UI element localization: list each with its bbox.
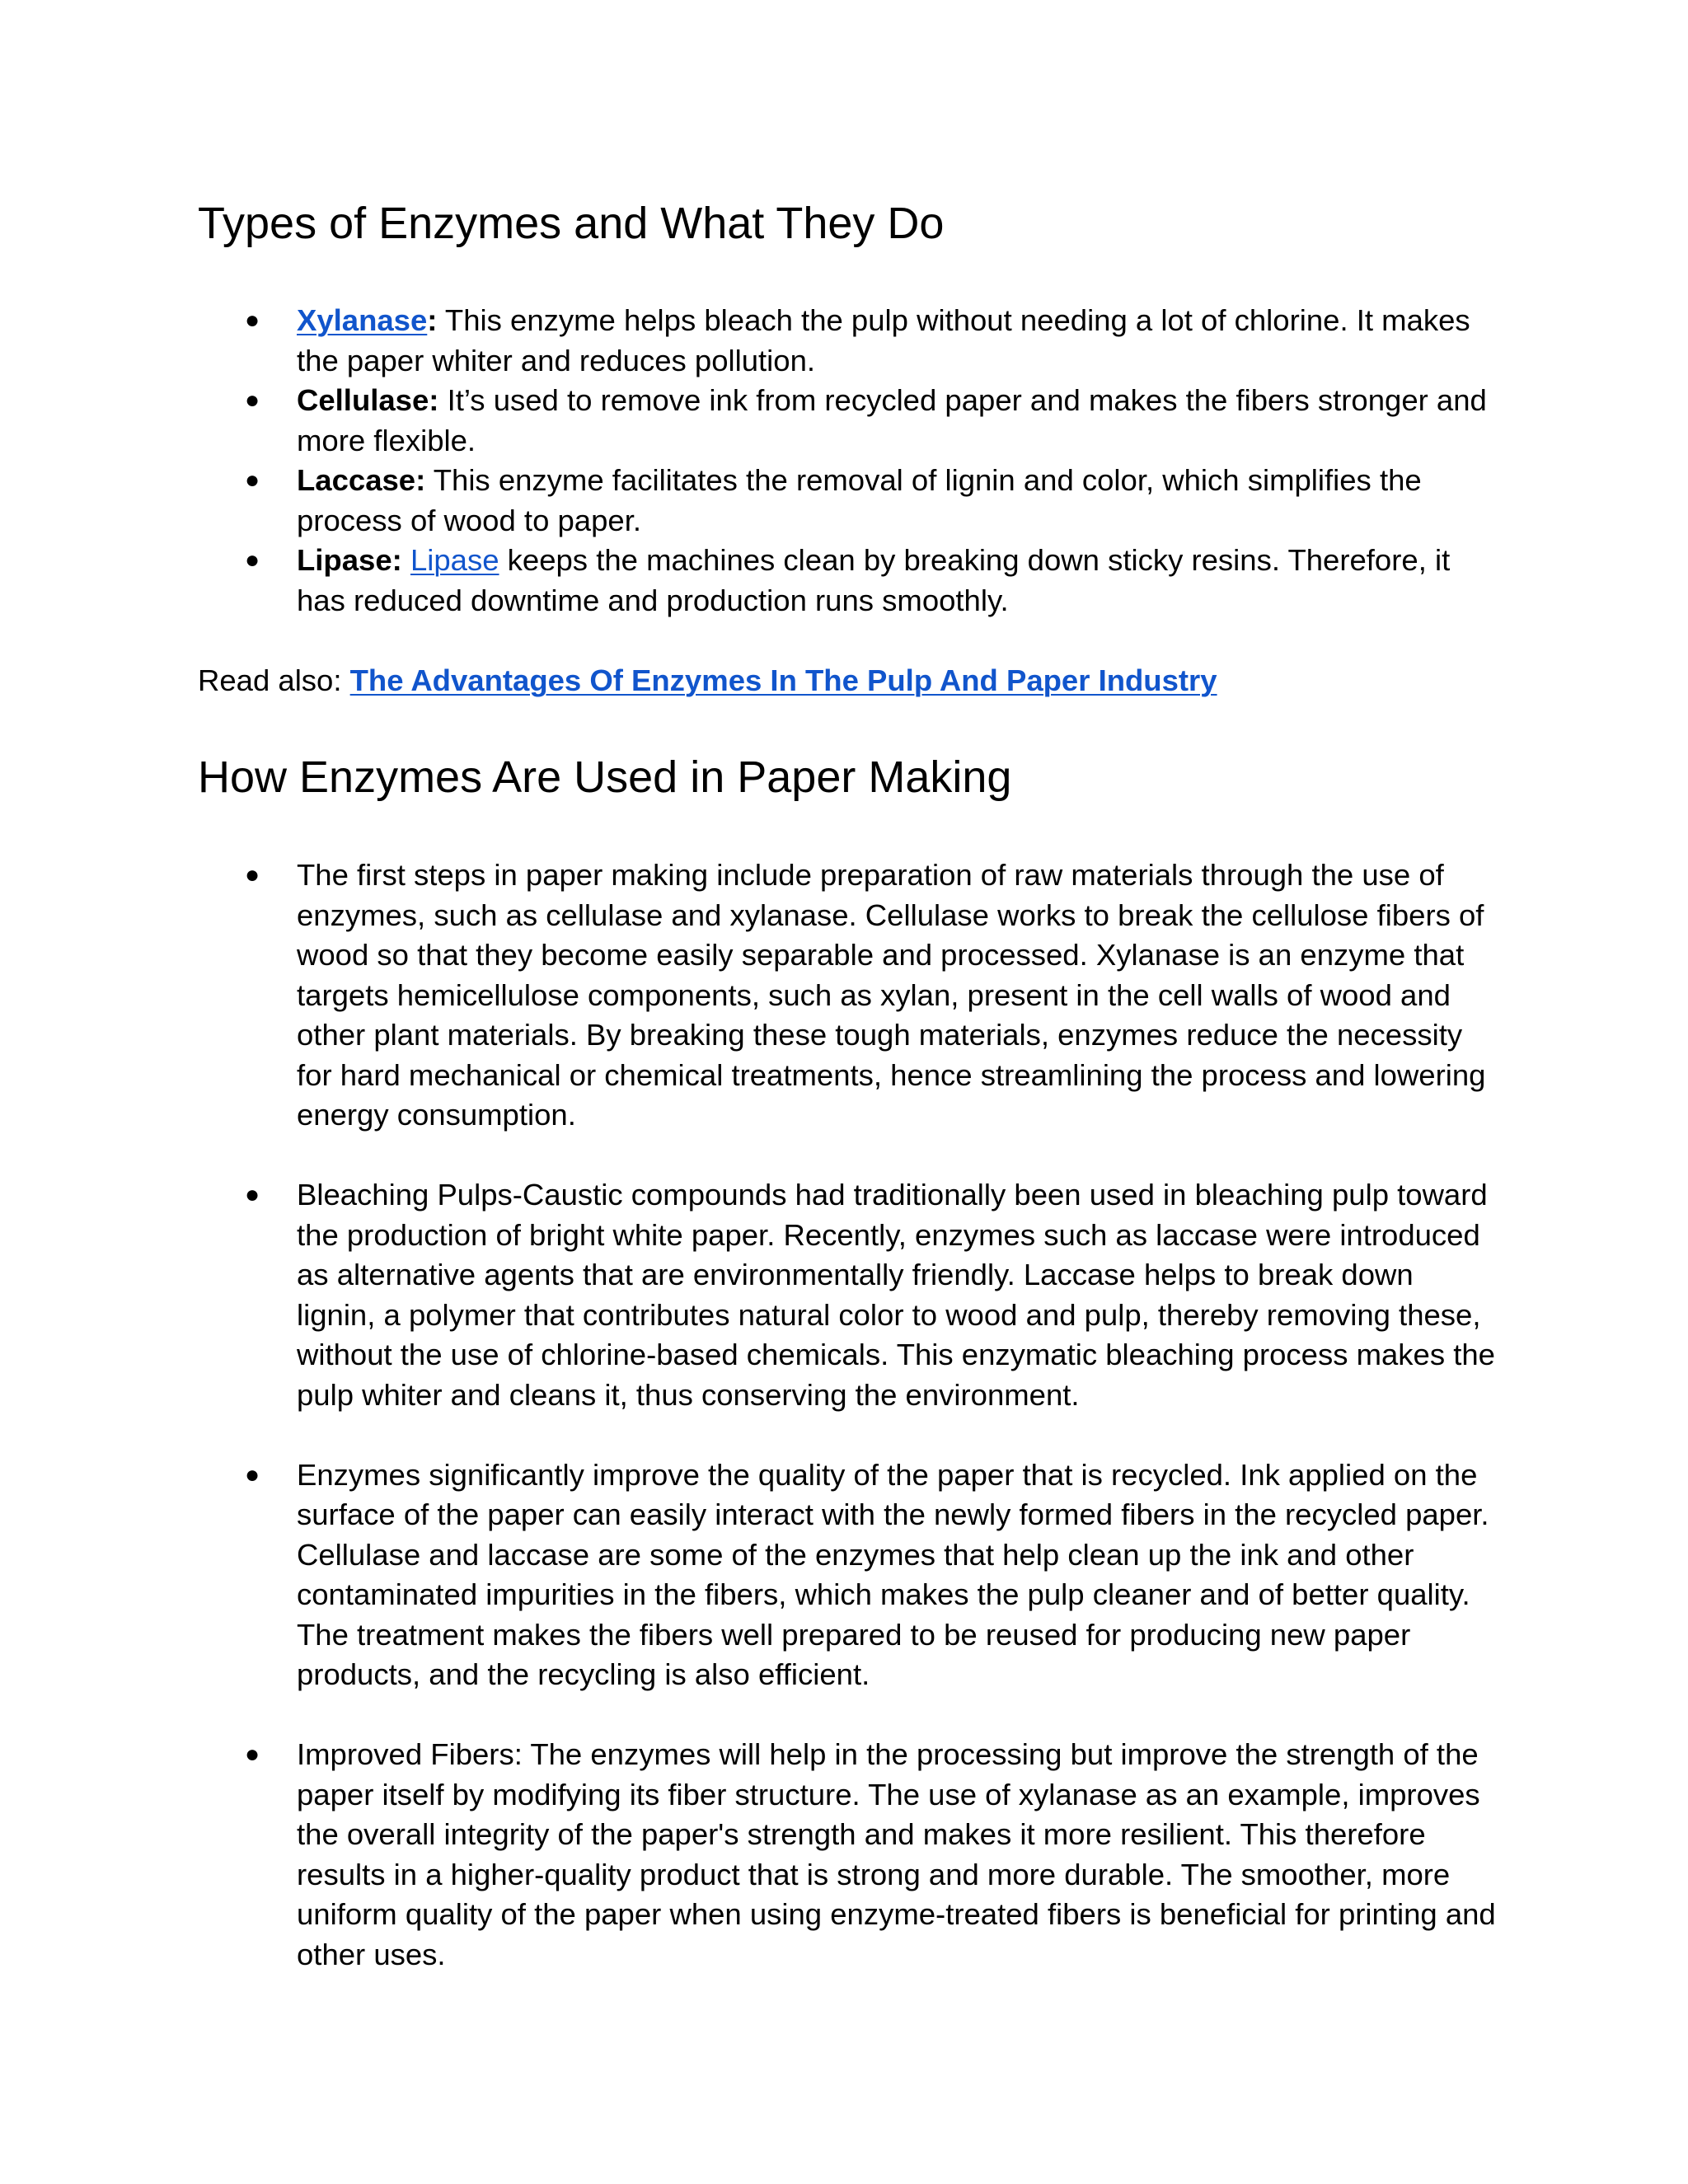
- list-item-xylanase: [198, 301, 1500, 381]
- list-item-improved-fibers: [198, 1735, 1500, 1975]
- read-also-line: [198, 661, 1217, 701]
- paragraph-text: Improved Fibers: The enzymes will help in the processing but improve the strength of the paper itself by modifying its fiber structure. The use of xylanase as an example, improves the overall integrity of the paper's strength and makes it more resilient. This therefore results in a higher-quality product that is strong and more durable. The smoother, more uniform quality of the paper when using enzyme-treated fibers is beneficial for printing and other uses.: [297, 1737, 1496, 1971]
- bullet-icon: ●: [245, 387, 260, 414]
- paragraph-text: The first steps in paper making include preparation of raw materials through the use of enzymes, such as cellulase and xylanase. Cellulase works to break the cellulose fibers of wood so that they become easily separable and processed. Xylanase is an enzyme that targets hemicellulose components, such as xylan, present in the cell walls of wood and other plant materials. By breaking these tough materials, enzymes reduce the necessity for hard mechanical or chemical treatments, hence streamlining the process and lowering energy consumption.: [297, 858, 1486, 1132]
- bullet-icon: ●: [245, 307, 260, 334]
- xylanase-link[interactable]: Xylanase: [297, 303, 428, 337]
- paragraph-text: Enzymes significantly improve the quality of the paper that is recycled. Ink applied on the surface of the paper can easily interact with the newly formed fibers in the recycled paper. Cellulase and laccase are some of the enzymes that help clean up the ink and other contaminated impurities in the fibers, which makes the pulp cleaner and of better quality. The treatment makes the fibers well prepared to be reused for producing new paper products, and the recycling is also efficient.: [297, 1457, 1489, 1691]
- enzyme-uses-list: [198, 855, 1500, 1975]
- laccase-term: Laccase:: [297, 463, 426, 497]
- lipase-link[interactable]: Lipase: [410, 543, 499, 577]
- section-heading-how: How Enzymes Are Used in Paper Making: [198, 752, 1012, 802]
- xylanase-description: This enzyme helps bleach the pulp without needing a lot of chlorine. It makes the paper whiter and reduces pollution.: [297, 303, 1470, 377]
- list-item-cellulase: [198, 381, 1500, 461]
- read-also-label: Read also:: [198, 663, 350, 697]
- lipase-term: Lipase:: [297, 543, 402, 577]
- xylanase-colon: :: [427, 303, 438, 337]
- list-item-laccase: [198, 461, 1500, 541]
- list-item-bleaching: [198, 1175, 1500, 1415]
- cellulase-term: Cellulase:: [297, 383, 439, 417]
- bullet-icon: ●: [245, 1181, 260, 1208]
- paragraph-text: Bleaching Pulps-Caustic compounds had traditionally been used in bleaching pulp toward the production of bright white paper. Recently, enzymes such as laccase were introduced as alternative agents that are environmentally friendly. Laccase helps to break down lignin, a polymer that contributes natural color to wood and pulp, thereby removing these, without the use of chlorine-based chemicals. This enzymatic bleaching process makes the pulp whiter and cleans it, thus conserving the environment.: [297, 1178, 1495, 1412]
- list-item-raw-materials: [198, 855, 1500, 1136]
- lipase-description: keeps the machines clean by breaking down sticky resins. Therefore, it has reduced downtime and production runs smoothly.: [297, 543, 1451, 617]
- bullet-icon: ●: [245, 466, 260, 494]
- cellulase-description: It’s used to remove ink from recycled paper and makes the fibers stronger and more flexible.: [297, 383, 1487, 457]
- bullet-icon: ●: [245, 1741, 260, 1768]
- read-also-link[interactable]: The Advantages Of Enzymes In The Pulp And Paper Industry: [349, 663, 1217, 697]
- bullet-icon: ●: [245, 546, 260, 574]
- enzyme-types-list: [198, 301, 1500, 621]
- list-item-lipase: [198, 541, 1500, 621]
- laccase-description: This enzyme facilitates the removal of lignin and color, which simplifies the process of wood to paper.: [297, 463, 1422, 537]
- section-heading-types: Types of Enzymes and What They Do: [198, 199, 945, 248]
- bullet-icon: ●: [245, 861, 260, 888]
- bullet-icon: ●: [245, 1460, 260, 1488]
- list-item-recycling: [198, 1455, 1500, 1695]
